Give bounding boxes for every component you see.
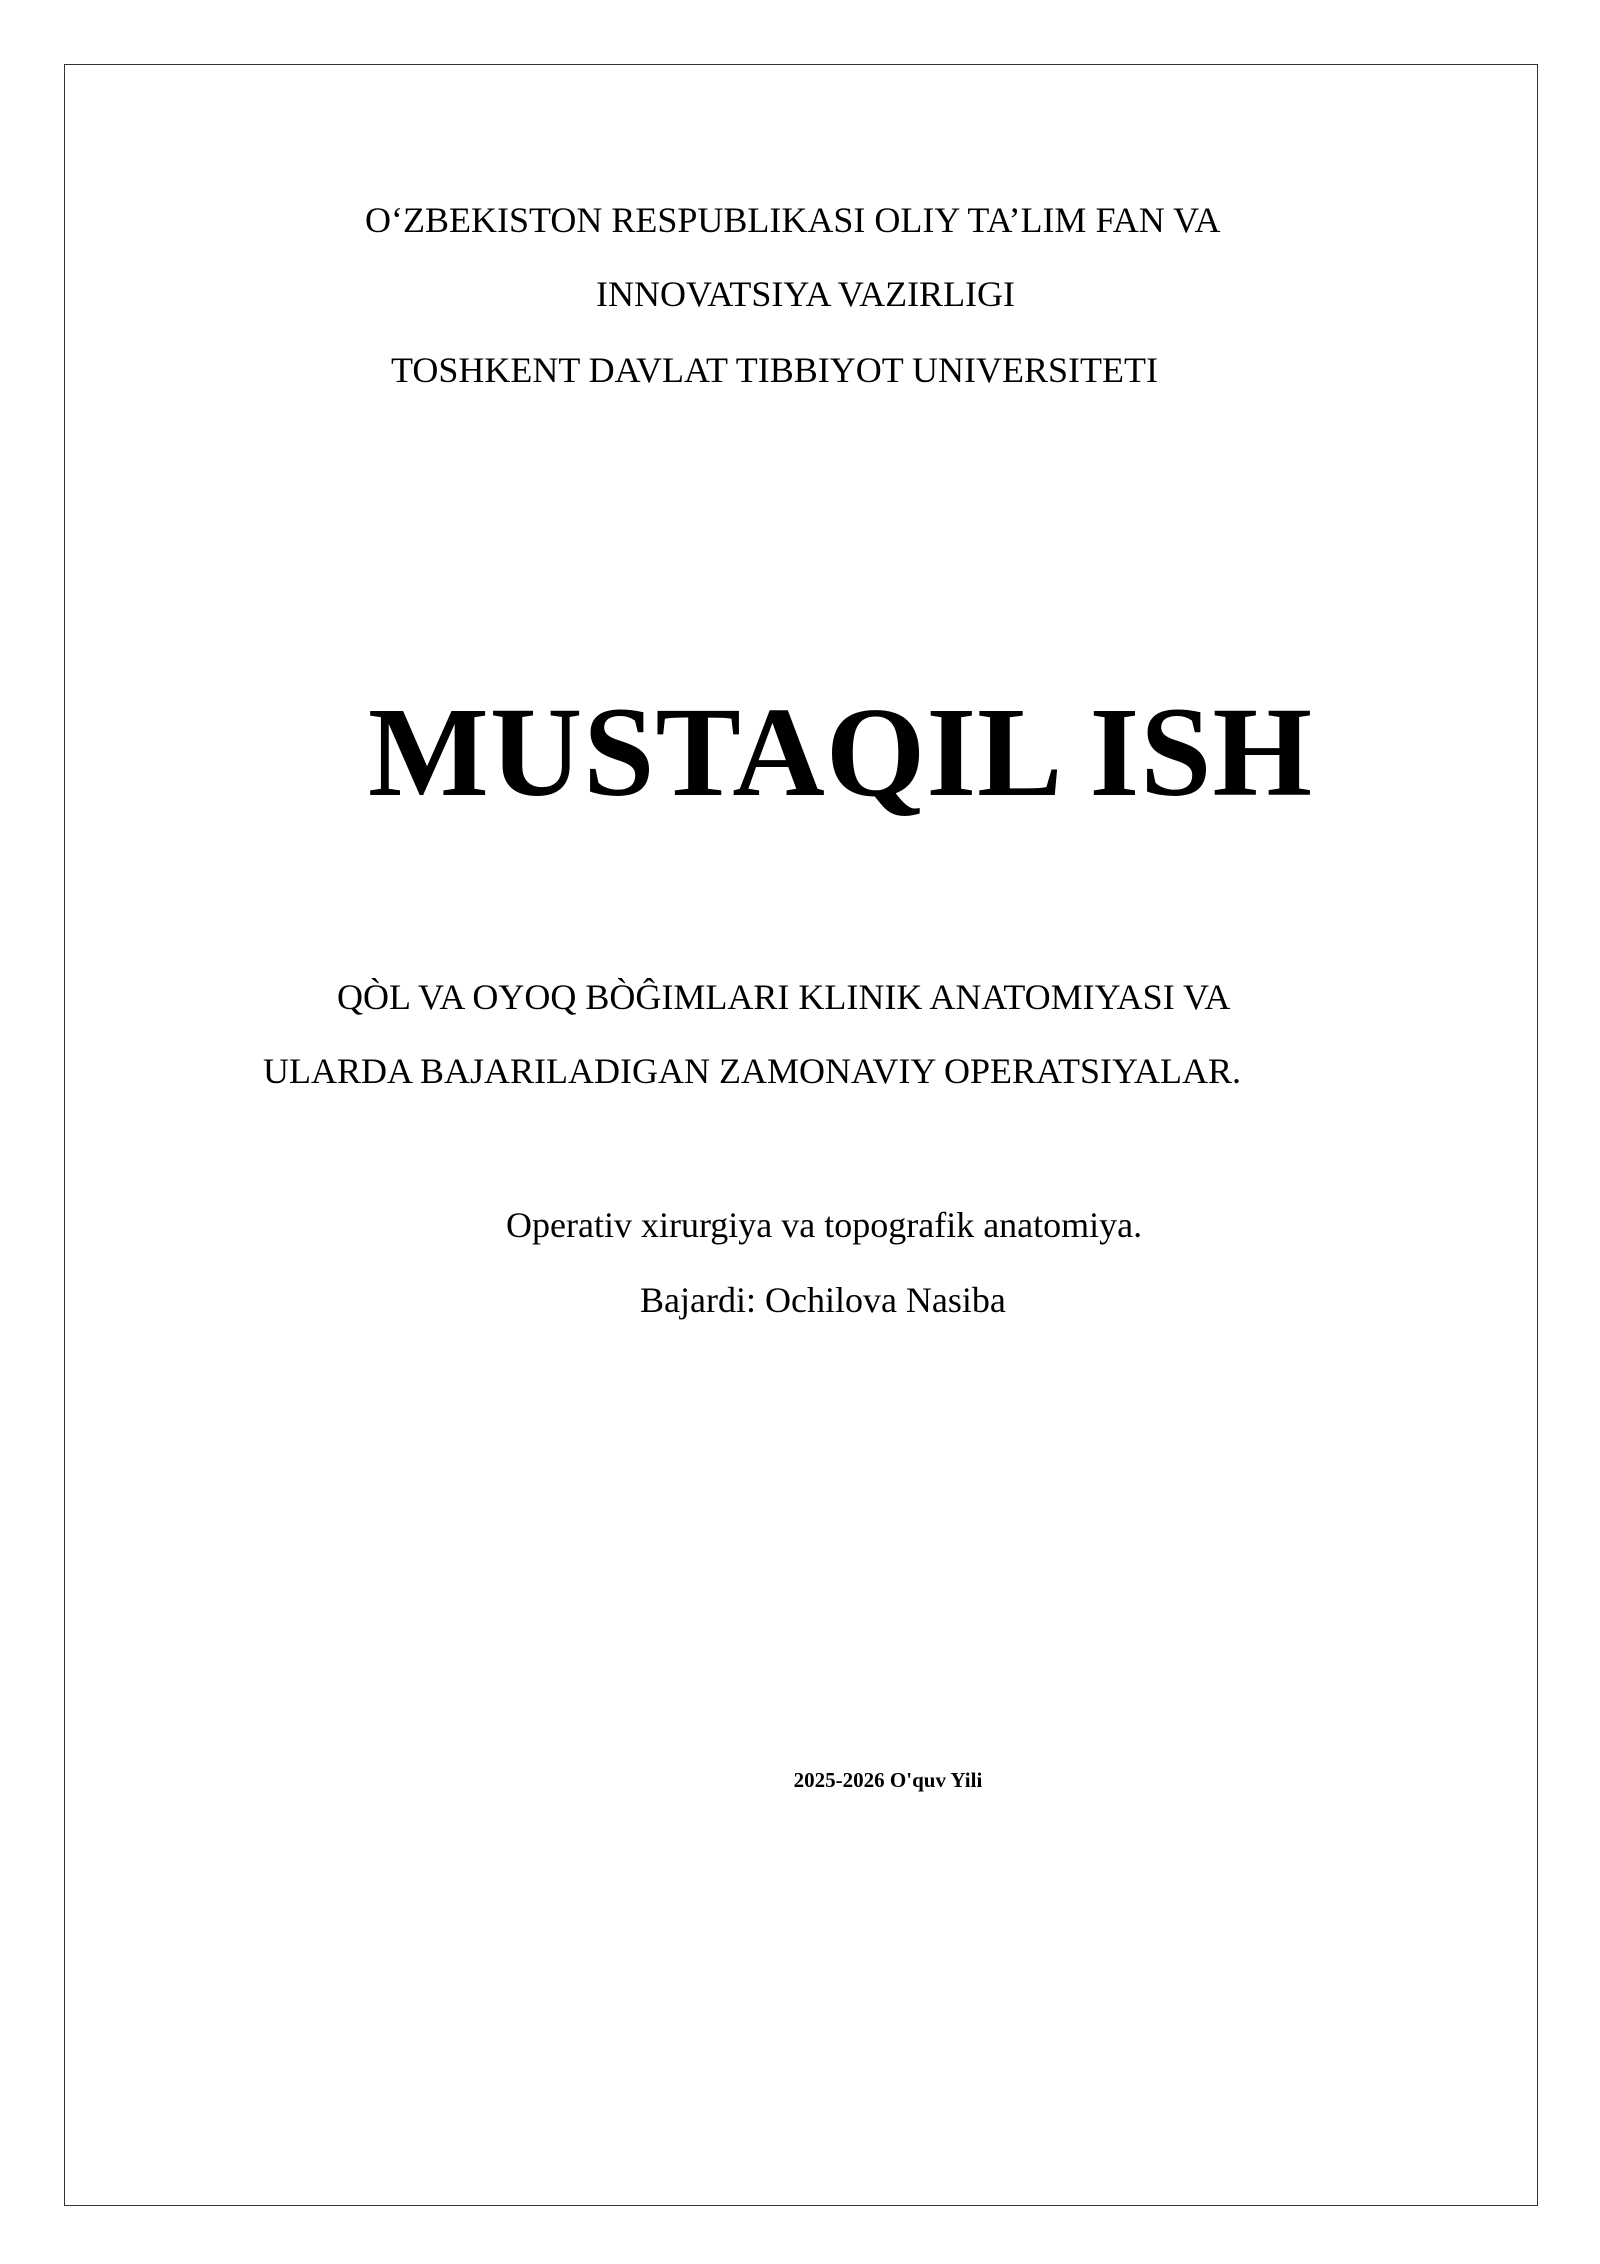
topic-line-2: ULARDA BAJARILADIGAN ZAMONAVIY OPERATSIYALAR. — [263, 1051, 1242, 1091]
subject-name: Operativ xirurgiya va topografik anatomiya. — [506, 1205, 1143, 1245]
ministry-name-line-2: INNOVATSIYA VAZIRLIGI — [596, 274, 1016, 314]
academic-year: 2025-2026 O'quv Yili — [793, 1768, 983, 1792]
ministry-name-line-1: O‘ZBEKISTON RESPUBLIKASI OLIY TA’LIM FAN VA — [365, 200, 1221, 240]
university-name: TOSHKENT DAVLAT TIBBIYOT UNIVERSITETI — [391, 350, 1159, 390]
document-title: MUSTAQIL ISH — [368, 681, 1313, 823]
topic-line-1: QÒL VA OYOQ BÒĜIMLARI KLINIK ANATOMIYASI VA — [337, 977, 1231, 1017]
author-line: Bajardi: Ochilova Nasiba — [640, 1280, 1006, 1320]
